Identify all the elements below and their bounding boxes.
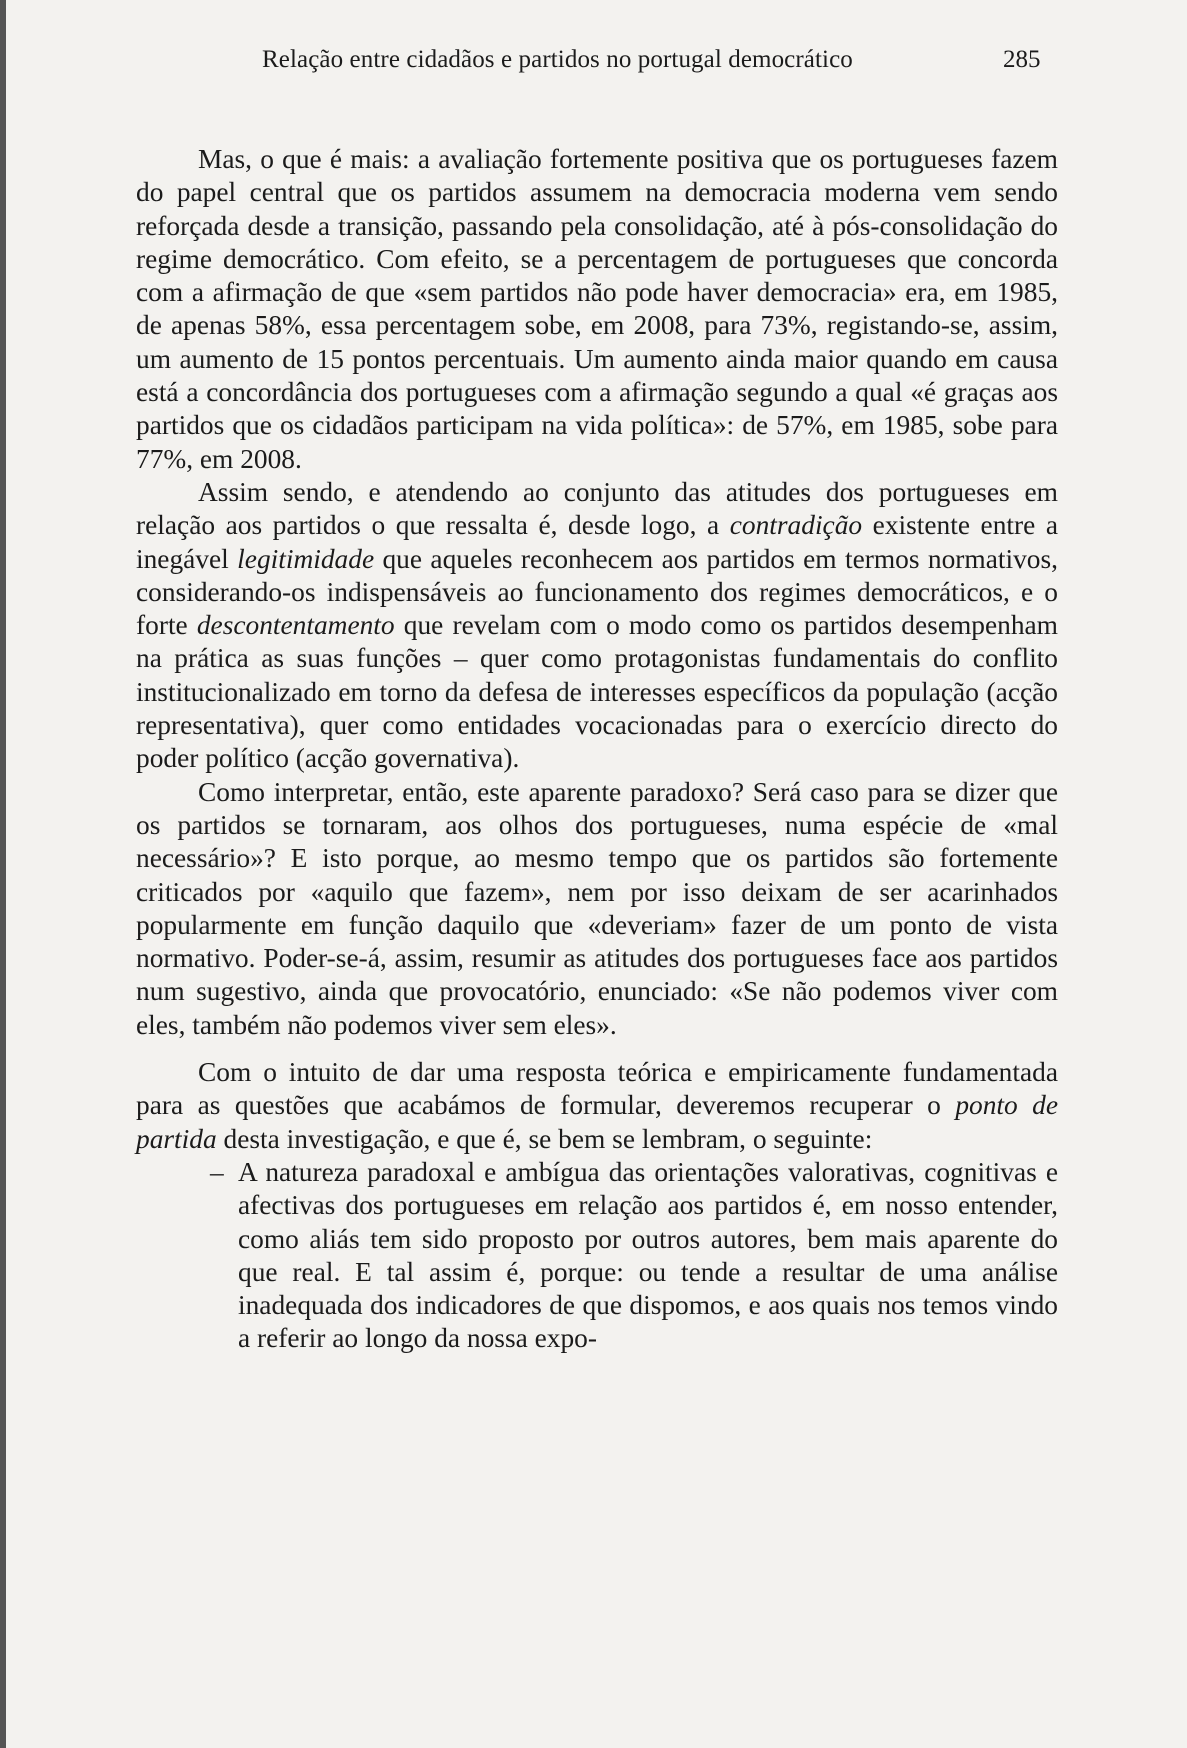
running-head: Relação entre cidadãos e partidos no portugal democrático — [262, 46, 853, 73]
paragraph-2 — [136, 476, 1058, 776]
emphasis-ponto-de-partida: ponto de partida — [136, 1090, 1058, 1154]
body-text — [136, 143, 1058, 1356]
list-item — [136, 1156, 1058, 1356]
emphasis-legitimidade: legitimidade — [237, 543, 375, 574]
paragraph-2-part-b: existente entre a inegável — [136, 510, 1059, 574]
paragraph-4 — [136, 1056, 1058, 1156]
paragraph-3: Como interpretar, então, este aparente paradoxo? Será caso para se dizer que os partidos se tornaram, aos olhos dos portugueses, numa espécie de «mal necessário»? E isto porque, ao mesmo tempo que os partidos são fortemente criticados por «aquilo que fazem», nem por isso deixam de ser acarinhados popularmente em função daquilo que «deveriam» fazer de um ponto de vista normativo. Poder-se-á, assim, resumir as atitudes dos portugueses face aos partidos num sugestivo, ainda que provocatório, enunciado: «Se não podemos viver com eles, também não podemos viver sem eles». — [136, 776, 1058, 1040]
page-number: 285 — [1003, 46, 1041, 73]
paragraph-2-part-a: Assim sendo, e atendendo ao conjunto das atitudes dos portugueses em relação aos partidos o que ressalta é, desde logo, a — [136, 476, 1058, 541]
paragraph-1: Mas, o que é mais: a avaliação fortemente positiva que os portugueses fazem do papel central que os partidos assumem na democracia moderna vem sendo reforçada desde a transição, passando pela consolidação, até à pós-consolidação do regime democrático. Com efeito, se a percentagem de portugueses que concorda com a afirmação de que «sem partidos não pode haver democracia» era, em 1985, de apenas 58%, essa percentagem sobe, em 2008, para 73%, registando-se, assim, um aumento de 15 pontos percentuais. Um aumento ainda maior quando em causa está a concordância dos portugueses com a afirmação segundo a qual «é graças aos partidos que os cidadãos participam na vida política»: de 57%, em 1985, sobe para 77%, em 2008. — [136, 144, 1058, 474]
list-dash: – — [210, 1156, 224, 1187]
paragraph-4-part-b: desta investigação, e que é, se bem se lembram, o seguinte: — [216, 1123, 873, 1154]
emphasis-contradicao: contradição — [729, 510, 863, 541]
emphasis-descontentamento: descontentamento — [196, 610, 395, 641]
list-item-text: A natureza paradoxal e ambígua das orientações valorativas, cognitivas e afectivas dos portugueses em relação aos partidos é, em nosso entender, como aliás tem sido proposto por outros autores, bem mais aparente do que real. E tal assim é, porque: ou tende a resultar de uma análise inadequada dos indicadores de que dispomos, e aos quais nos temos vindo a referir ao longo da nossa expo- — [238, 1156, 1058, 1354]
paragraph-4-part-a: Com o intuito de dar uma resposta teórica e empiricamente fundamentada para as questões que acabámos de formular, deveremos recuperar o — [136, 1057, 1058, 1121]
paragraph-2-part-c: que aqueles reconhecem aos partidos em termos normativos, considerando-os indispensáveis ao funcionamento dos regimes democráticos, e o forte — [136, 543, 1058, 641]
paragraph-2-part-d: que revelam com o modo como os partidos desempenham na prática as suas funções – quer como protagonistas fundamentais do conflito institucionalizado em torno da defesa de interesses específicos da população (acção representativa), quer como entidades vocacionadas para o exercício directo do poder político (acção governativa). — [136, 610, 1058, 774]
page-edge — [0, 0, 6, 1748]
